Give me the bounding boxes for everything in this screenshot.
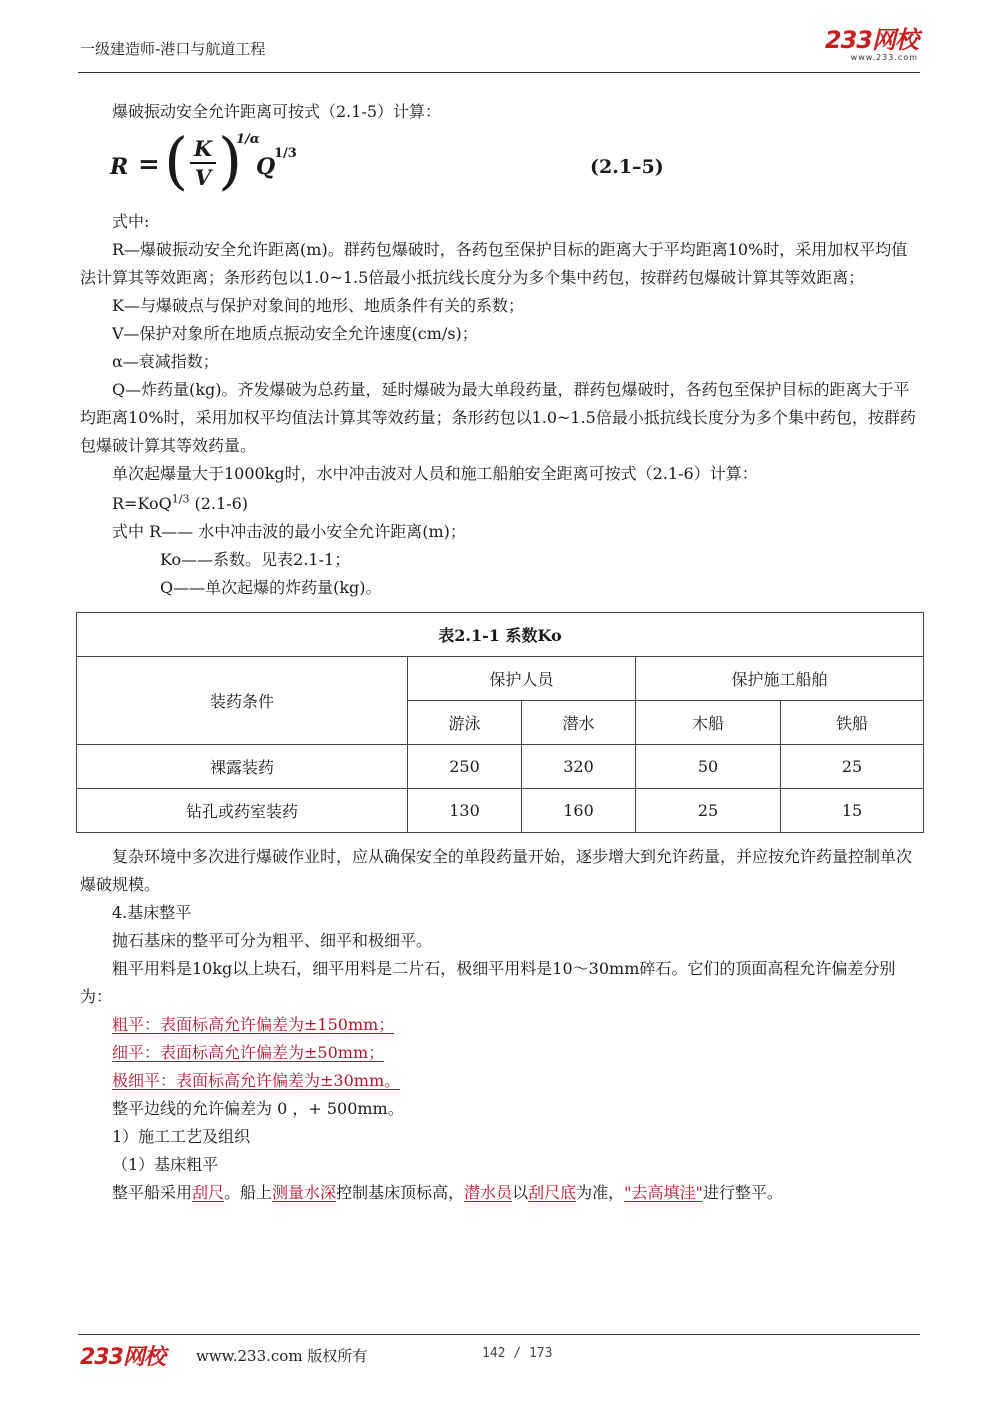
header-divider (78, 72, 920, 73)
def-alpha: α—衰减指数； (112, 352, 219, 371)
rough-leveling-text (80, 1179, 922, 1207)
formula-fraction (190, 136, 216, 192)
brand-logo (825, 28, 918, 62)
def-v: V—保护对象所在地质点振动安全允许速度(cm/s)； (112, 324, 478, 343)
t-cut-fill: "去高填洼" (624, 1183, 703, 1202)
f2-def-ko: Ko——系数。见表2.1-1； (160, 550, 351, 569)
formula-open-paren: ( (164, 124, 189, 197)
page-content (80, 98, 922, 1207)
cell: 250 (408, 745, 522, 789)
logo-brand: 233网校 (824, 26, 918, 54)
formula-Q: Q (256, 154, 276, 180)
row-label: 裸露装药 (77, 745, 408, 789)
cell: 320 (522, 745, 636, 789)
logo-site: www.233.com (850, 53, 918, 62)
t-scraper: 刮尺 (192, 1183, 225, 1202)
def-k: K—与爆破点与保护对象间的地形、地质条件有关的系数； (112, 296, 524, 315)
complex-env: 复杂环境中多次进行爆破作业时，应从确保安全的单段药量开始，逐步增大到允许药量，并应按允许药量控制单次爆破规模。 (80, 847, 913, 894)
f2-def-q: Q——单次起爆的炸药量(kg)。 (160, 578, 382, 597)
sub-dive: 潜水 (522, 701, 636, 745)
formula-label: (2.1–5) (590, 156, 664, 178)
t-scraper-bottom: 刮尺底 (528, 1183, 577, 1202)
f2-right: (2.1-6) (189, 494, 249, 513)
formula-2-1-5 (80, 124, 922, 204)
sub-wood: 木船 (636, 701, 781, 745)
f2-sup: 1/3 (171, 492, 190, 506)
formula-eq: = (138, 150, 160, 180)
t-diver: 潜水员 (464, 1183, 513, 1202)
t-k: 进行整平。 (702, 1183, 783, 1202)
f2-def-r: 式中 R—— 水中冲击波的最小安全允许距离(m)； (112, 522, 466, 541)
rough-tolerance: 粗平：表面标高允许偏差为±150mm； (112, 1015, 395, 1034)
sub-swim: 游泳 (408, 701, 522, 745)
group-ship: 保护施工船舶 (636, 657, 924, 701)
section-4-title: 4.基床整平 (112, 903, 192, 922)
formula-exp1: 1/α (236, 132, 260, 147)
formula-R: R (110, 154, 129, 180)
page-number: 142 / 173 (482, 1346, 553, 1361)
t-c: 。船上 (224, 1183, 273, 1202)
single-blast-intro: 单次起爆量大于1000kg时，水中冲击波对人员和施工船舶安全距离可按式（2.1-6）计算： (112, 464, 758, 483)
def-r: R—爆破振动安全允许距离(m)。群药包爆破时，各药包至保护目标的距离大于平均距离10%时，采用加权平均值法计算其等效距离；条形药包以1.0~1.5倍最小抵抗线长度分为多个集中药包，按群药包爆破计算其等效距离； (80, 240, 908, 287)
footer-copyright: www.233.com 版权所有 (196, 1347, 368, 1365)
formula-num: K (190, 136, 216, 164)
levels: 抛石基床的整平可分为粗平、细平和极细平。 (112, 931, 433, 950)
shizhong: 式中: (112, 212, 150, 231)
materials: 粗平用料是10kg以上块石，细平用料是二片石，极细平用料是10～30mm碎石。它们的顶面高程允许偏差分别为： (80, 959, 896, 1006)
formula-2-1-6 (80, 490, 922, 518)
formula-close-paren: ) (218, 124, 243, 197)
ko-table (76, 612, 924, 833)
f2-left: R=KoQ (112, 494, 172, 513)
t-e: 控制基床顶标高， (336, 1183, 465, 1202)
edge-tolerance: 整平边线的允许偏差为 0 ，+ 500mm。 (112, 1099, 404, 1118)
cell: 160 (522, 789, 636, 833)
formula-intro: 爆破振动安全允许距离可按式（2.1-5）计算： (112, 102, 442, 121)
t-a: 整平船采用 (112, 1183, 193, 1202)
row-label: 钻孔或药室装药 (77, 789, 408, 833)
def-q: Q—炸药量(kg)。齐发爆破为总药量，延时爆破为最大单段药量，群药包爆破时，各药包至保护目标的距离大于平均距离10%时，采用加权平均值法计算其等效药量；条形药包以1.0~1.5倍最小抵抗线长度分为多个集中药包，按群药包爆破计算其等效药量。 (80, 380, 916, 455)
col-condition: 装药条件 (77, 657, 408, 745)
cell: 130 (408, 789, 522, 833)
table-row (77, 789, 924, 833)
extra-fine-tolerance: 极细平：表面标高允许偏差为±30mm。 (112, 1071, 401, 1090)
sub-iron: 铁船 (781, 701, 924, 745)
table-row (77, 745, 924, 789)
header-title: 一级建造师-港口与航道工程 (80, 40, 266, 58)
table-caption: 表2.1-1 系数Ko (77, 613, 924, 657)
sub-section-1: 1）施工工艺及组织 (112, 1127, 251, 1146)
formula-exp2: 1/3 (274, 146, 297, 161)
footer-divider (78, 1334, 920, 1335)
formula-den: V (194, 165, 212, 190)
cell: 15 (781, 789, 924, 833)
t-g: 以 (512, 1183, 529, 1202)
cell: 50 (636, 745, 781, 789)
t-depth: 测量水深 (272, 1183, 337, 1202)
group-people: 保护人员 (408, 657, 636, 701)
t-i: 为准， (576, 1183, 625, 1202)
cell: 25 (636, 789, 781, 833)
fine-tolerance: 细平：表面标高允许偏差为±50mm； (112, 1043, 385, 1062)
footer-logo: 233网校 (80, 1345, 165, 1370)
sub-section-1-1: （1）基床粗平 (112, 1155, 219, 1174)
cell: 25 (781, 745, 924, 789)
